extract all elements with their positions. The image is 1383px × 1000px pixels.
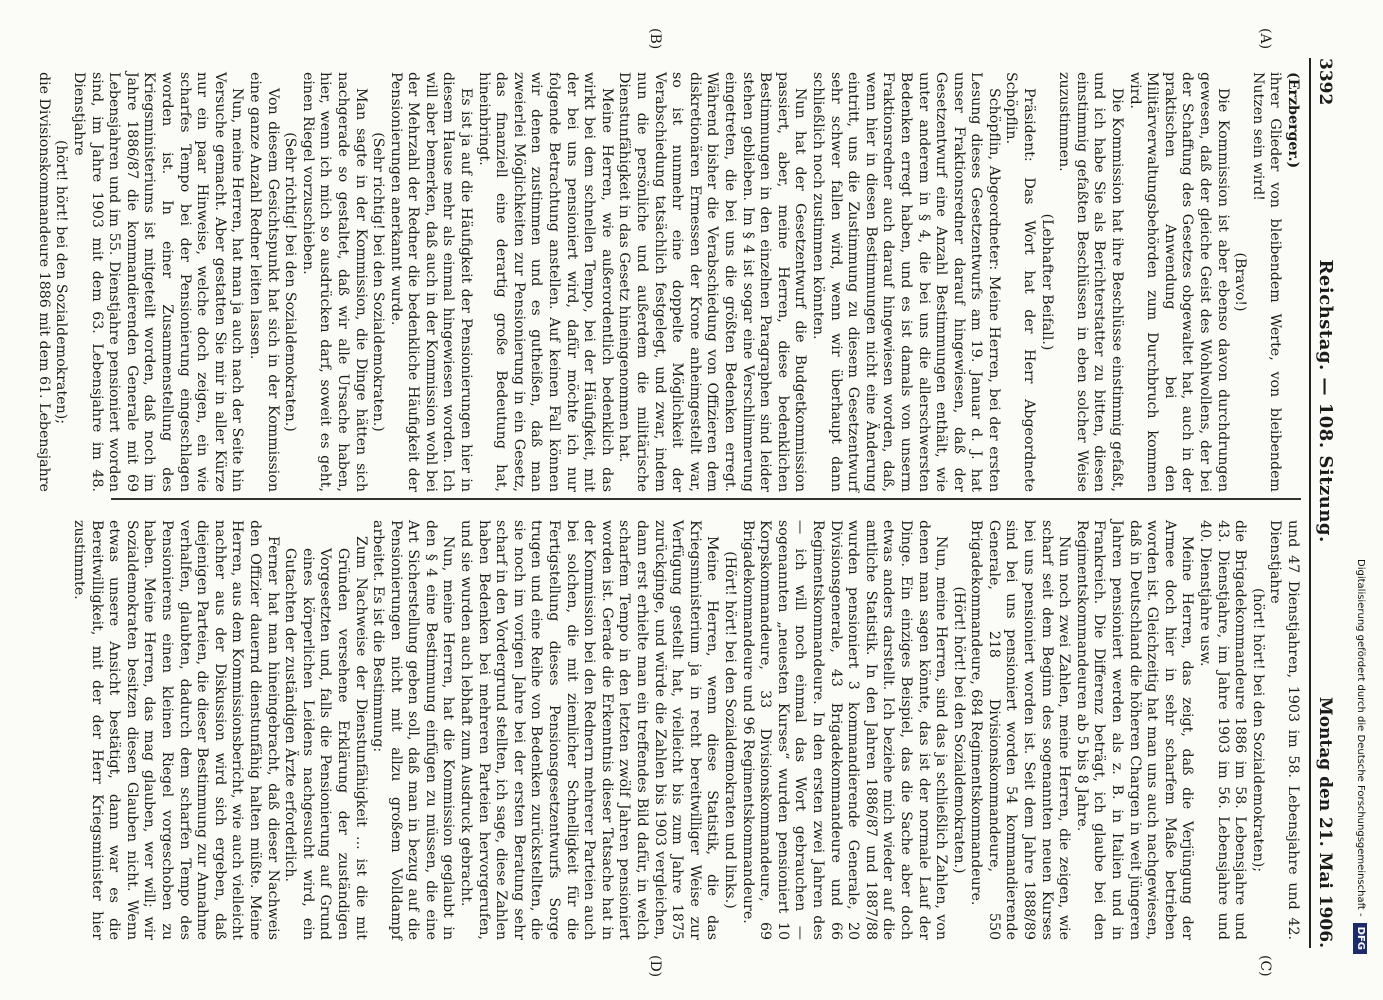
paragraph: (Hört! hört! bei den Sozialdemokraten und links.)	[722, 551, 738, 909]
credit-text: Digitalisierung gefördert durch die Deutsche Forschungsgemeinschaft -	[1355, 559, 1366, 917]
paragraph: (hört! hört! bei den Sozialdemokraten);	[1249, 587, 1266, 873]
paragraph: Man sagte in der Kommission, die Dinge hätten sich nachgerade so gestaltet, daß wir alle Ursache haben, hier, wenn ich mich so ausdrücken darf, soweit es geht, einen Riegel vorzuschieben.	[299, 72, 369, 492]
paragraph: (Sehr richtig! bei den Sozialdemokraten.)	[282, 132, 299, 432]
paragraph: Nun noch zwei Zahlen, meine Herren, die zeigen, wie scharf seit dem Beginn des sogenannten neuen Kurses bei uns pensioniert worden ist. Seit dem Jahre 1888/89 sind bei uns pensioniert worden 54 kommandierende Generale, 218 Divisionskommandeure, 550 Brigadekommandeure, 684 Regimentskommandeure.	[968, 520, 1073, 940]
paragraph: Ferner hat man hineingebracht, daß dieser Nachweis den Offizier dauernd dienstunfähig halten müßte. Meine Herren, aus dem Kommissionsbericht, wie auch vielleicht nachher aus der Diskussion wird sich ergeben, daß diejenigen Parteien, die dieser Bestimmung zur Annahme verhalfen, glaubten, dadurch dem scharfen Tempo des Pensionierens einen kleinen Riegel vorgeschoben zu haben. Meine Herren, das mag glauben, wer will; wir Sozialdemokraten besitzen diesen Glauben nicht. Wenn etwas unsere Ansicht bestätigt, dann war es die Bereitwilligkeit, mit der der Herr Kriegsminister hier zustimmte.	[71, 520, 281, 940]
column-divider	[111, 498, 1301, 500]
paragraph: Von diesem Gesichtspunkt hat sich in der Kommission eine ganze Anzahl Redner leiten lassen.	[246, 72, 281, 492]
paragraph: (Erzberger.)	[1285, 72, 1301, 169]
paragraph: Nun, meine Herren, hat die Kommission geglaubt in den § 4 eine Bestimmung einfügen zu müssen, die eine Art Sicherstellung geben soll, daß man in bezug auf die Pensionierungen nicht mit allzu großem Volldampf arbeitet. Es ist die Bestimmung:	[370, 520, 457, 940]
paragraph: (Hört! hört! bei den Sozialdemokraten.)	[950, 586, 967, 874]
header-title: Reichstag. — 108. Sitzung.	[1315, 259, 1336, 543]
paragraph: Nun, meine Herren, sind das ja schließlich Zahlen, von denen man sagen könnte, das ist der normale Lauf der Dinge. Ein einziges Beispiel, das die Sache aber doch etwas anders darstellt. Ich beziehe mich wieder auf die amtliche Statistik. In den Jahren 1886/87 und 1887/88 wurden pensioniert 3 kommandierende Generale, 20 Divisionsgenerale, 43 Brigadekommandeure und 66 Regimentskommandeure. In den ersten zwei Jahren des — ich will noch einmal das Wort gebrauchen — sogenannten „neuesten Kurses“ wurden pensioniert 10 Korpskommandeure, 33 Divisionskommandeure, 69 Brigadekommandeure und 96 Regimentskommandeure.	[739, 520, 950, 940]
page-header	[1309, 58, 1351, 948]
header-date: Montag den 21. Mai 1906.	[1315, 696, 1335, 948]
paragraph: (Sehr richtig! bei den Sozialdemokraten.)	[370, 132, 387, 432]
margin-marker-c: (C)	[1257, 955, 1273, 977]
right-column	[71, 520, 1301, 940]
paragraph: Meine Herren, das zeigt, daß die Verjüngung der Armee doch hier in sehr scharfem Maße betrieben worden ist. Gleichzeitig hat man uns auch nachgewiesen, daß in Deutschland die höheren Chargen in weit jüngeren Jahren pensioniert werden als z. B. in Italien und in Frankreich. Die Differenz beträgt, ich glaube bei den Regimentskommandeuren ab 5 bis 8 Jahre.	[1073, 520, 1196, 940]
digitization-credit	[1350, 14, 1370, 954]
paragraph: Nun hat der Gesetzentwurf die Budgetkommission passiert, aber, meine Herren, diese bedenklichen Bestimmungen in den einzelnen Paragraphen sind leider stehen geblieben. Im § 4 ist sogar eine Verschlimmerung eingetreten, die bei uns die größten Bedenken erregt. Während bisher die Verabschiedung von Offizieren dem diskretionären Ermessen der Krone anheimgestellt war, so ist nunmehr eine doppelte Möglichkeit der Verabschiedung tatsächlich festgelegt, und zwar, indem nun die persönliche und außerdem die militärische Dienstunfähigkeit in das Gesetz hineingenommen hat.	[616, 72, 809, 492]
paragraph: Nun, meine Herren, hat man ja auch nach der Seite hin Versuche gemacht. Aber gestatten Sie mir in aller Kürze nur ein paar Hinweise, welche doch zeigen, ein wie scharfes Tempo bei der Pensionierung eingeschlagen worden ist. In einer Zusammenstellung des Kriegsministeriums ist mitgeteilt worden, daß noch im Jahre 1886/87 die kommandierenden Generale mit 69 Lebensjahren und im 55. Dienstjahre pensioniert worden sind, im Jahre 1903 mit dem 63. Lebensjahre im 48. Dienstjahre	[71, 72, 246, 492]
left-column	[35, 72, 1301, 492]
paragraph: ihrer Glieder von bleibendem Werte, von bleibendem Nutzen sein wird!	[1249, 72, 1284, 492]
paragraph: Es ist ja auf die Häufigkeit der Pensionierungen hier in diesem Hause mehr als einmal hingewiesen worden. Ich will aber bemerken, daß auch in der Kommission wohl bei der Mehrzahl der Redner die bedenkliche Häufigkeit der Pensionierungen anerkannt wurde.	[387, 72, 475, 492]
page-number: 3392	[1315, 58, 1335, 106]
dfg-logo: DFG	[1353, 923, 1367, 954]
paragraph: die Brigadekommandeure 1886 im 58. Lebensjahre und 43. Dienstjahre, im Jahre 1903 im 56. Lebensjahre und 40. Dienstjahre usw.	[1197, 520, 1249, 940]
paragraph: die Divisionskommandeure 1886 mit dem 61. Lebensjahre	[35, 72, 52, 492]
paragraph: Meine Herren, wenn diese Statistik, die das Kriegsministerium ja in recht bereitwilliger Weise zur Verfügung gestellt hat, vielleicht bis zum Jahre 1875 zurückginge, und würde die Zahlen bis 1903 vergleichen, dann erst erhielte man ein treffendes Bild dafür, in welch scharfem Tempo in den letzten zwölf Jahren pensioniert worden ist. Gerade die Erkenntnis dieser Tatsache hat in der Kommission bei den Rednern mehrerer Parteien auch bei solchen, die mit ziemlicher Schnelligkeit für die Fertigstellung dieses Pensionsgesetzentwurfs Sorge trugen und eine Reihe von Bedenken zurückstellten, die sie noch im vorigen Jahre bei der ersten Beratung sehr scharf in den Vordergrund stellten, ich sage, diese Zahlen haben Bedenken bei mehreren Parteien hervorgerufen, und sie wurden auch lebhaft zum Ausdruck gebracht.	[458, 520, 721, 940]
paragraph: (hört! hört! bei den Sozialdemokraten);	[53, 139, 70, 425]
paragraph: Schöpflin, Abgeordneter: Meine Herren, bei der ersten Lesung dieses Gesetzentwurfs am 19. Januar d. J. hat unser Fraktionsredner darauf hingewiesen, daß der Gesetzentwurf eine Anzahl Bestimmungen enthält, wie unter anderem in § 4, die bei uns die allerschwersten Bedenken erregt haben, und es ist damals von unserm Fraktionsredner auch darauf hingewiesen worden, daß, wenn hier in diesen Bestimmungen nicht eine Änderung eintritt, uns die Zustimmung zu diesem Gesetzentwurf sehr schwer fallen wird, wenn wir überhaupt dann schließlich noch zustimmen könnten.	[809, 72, 1002, 492]
margin-marker-d: (D)	[647, 955, 663, 978]
paragraph: (Lebhafter Beifall.)	[1038, 213, 1055, 351]
paragraph: und 47 Dienstjahren, 1903 im 58. Lebensjahre und 42. Dienstjahre	[1267, 520, 1301, 940]
paragraph: Die Kommission ist aber ebenso davon durchdrungen gewesen, daß der gleiche Geist des Wohlwollens, der bei der Schaffung des Gesetzes obgewaltet hat, auch in der praktischen Anwendung bei den Militärverwaltungsbehörden zum Durchbruch kommen wird.	[1126, 72, 1231, 492]
paragraph: Die Kommission hat ihre Beschlüsse einstimmig gefaßt, und ich habe Sie als Berichterstatter zu bitten, diesen einstimmig gefaßten Beschlüssen in eben solcher Weise zuzustimmen.	[1056, 72, 1126, 492]
margin-marker-a: (A)	[1257, 28, 1273, 50]
paragraph: (Bravo!)	[1232, 252, 1249, 312]
paragraph: Zum Nachweise der Dienstunfähigkeit ... ist die mit Gründen versehene Erklärung der zuständigen Vorgesetzten und, falls die Pensionierung auf Grund eines körperlichen Leidens nachgesucht wird, ein Gutachten der zuständigen Ärzte erforderlich.	[282, 536, 369, 940]
paragraph: Präsident: Das Wort hat der Herr Abgeordnete Schöpflin.	[1003, 72, 1038, 492]
paragraph: Meine Herren, wie außerordentlich bedenklich das wirkt bei dem schnellen Tempo, bei der Häufigkeit, mit der bei uns pensioniert wird, dafür möchte ich nur folgende Betrachtung anstellen. Auf keinen Fall können wir denen zustimmen und es gutheißen, daß man zweierlei Möglichkeiten zur Pensionierung in ein Gesetz, das finanziell eine derartig große Bedeutung hat, hineinbringt.	[475, 72, 615, 492]
margin-marker-b: (B)	[647, 28, 663, 50]
